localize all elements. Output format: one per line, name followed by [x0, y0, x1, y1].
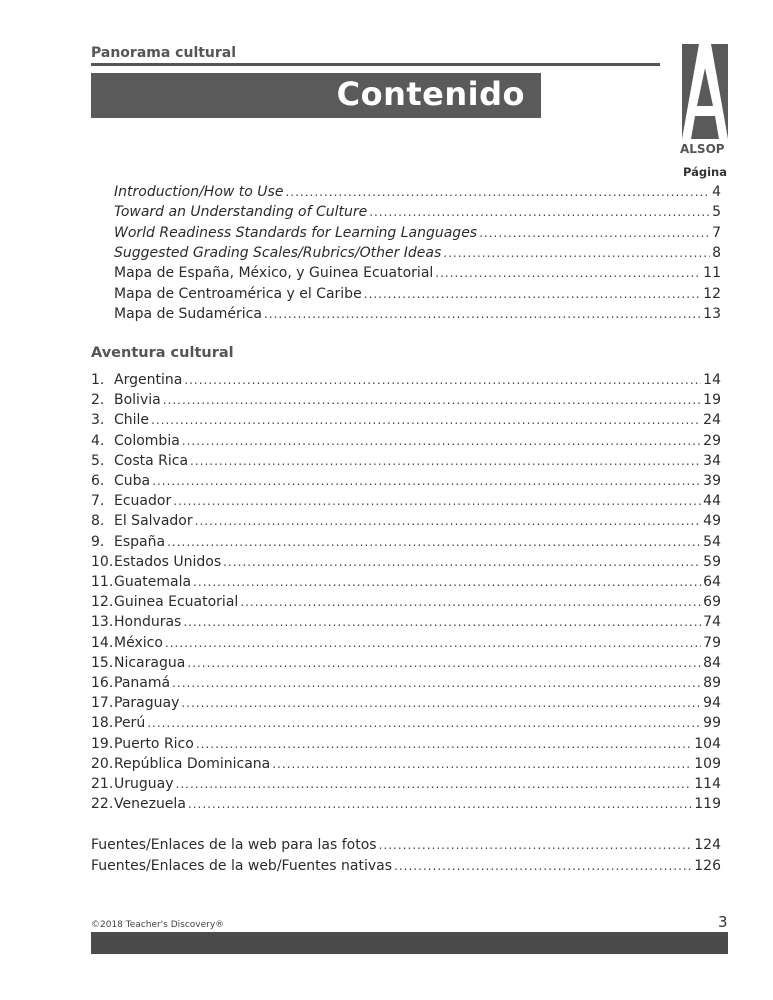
dot-leader [184, 371, 701, 389]
toc-entry-number: 16. [91, 675, 114, 691]
toc-entry-number: 13. [91, 614, 114, 631]
toc-entry-label [91, 432, 180, 450]
toc-entry-page: 99 [703, 715, 721, 732]
toc-entry-label [114, 285, 362, 303]
toc-entry [91, 857, 721, 875]
toc-entry [91, 694, 721, 712]
toc-entry-title: Guatemala [114, 574, 192, 590]
toc-entry-number: 19. [91, 735, 114, 752]
dot-leader [272, 755, 692, 773]
toc-entry-title: Costa Rica [114, 452, 189, 469]
toc-entry-number: 3. [91, 412, 105, 429]
dot-leader [167, 533, 701, 551]
toc-entry-page: 7 [712, 224, 721, 241]
dot-leader [285, 183, 710, 201]
toc-entry-title: Puerto Rico [114, 735, 194, 752]
toc-entry-number: 8. [91, 513, 105, 530]
toc-entry-page: 24 [703, 412, 721, 429]
footer-bar [91, 932, 728, 954]
dot-leader [195, 512, 702, 530]
toc-entry-title: El Salvador [114, 513, 193, 530]
dot-leader [187, 654, 701, 672]
toc-entry-title: Perú [114, 715, 146, 732]
toc-entry-label [91, 857, 392, 875]
toc-entry [114, 203, 721, 221]
dot-leader [176, 775, 693, 793]
toc-entry [91, 512, 721, 530]
toc-entry-title: Uruguay [114, 776, 174, 792]
toc-entry-number: 6. [91, 473, 105, 489]
page-column-label: Página [683, 165, 728, 179]
toc-entry-title: Mapa de España, México, y Guinea Ecuatorial [114, 265, 434, 282]
dot-leader [443, 244, 710, 262]
toc-entry-label [91, 593, 238, 611]
toc-entry-label [114, 183, 283, 201]
toc-entry [91, 452, 721, 470]
toc-entry-page: 114 [694, 776, 721, 792]
toc-entry-page: 13 [703, 305, 721, 322]
toc-entry [114, 183, 721, 201]
toc-entry-page: 11 [703, 265, 721, 282]
toc-entry-title: Introduction/How to Use [114, 184, 284, 200]
header-rule [91, 63, 660, 66]
dot-leader [196, 735, 692, 753]
toc-entry [91, 755, 721, 773]
dot-leader [394, 857, 692, 875]
dot-leader [193, 573, 701, 591]
toc-entry [91, 371, 721, 389]
toc-entry-number: 5. [91, 452, 105, 469]
toc-entry [91, 714, 721, 732]
toc-entry-number: 22. [91, 796, 114, 813]
toc-entry-label [114, 224, 477, 242]
toc-entry-page: 39 [703, 473, 721, 489]
toc-entry-page: 126 [694, 857, 721, 874]
toc-entry-page: 4 [712, 184, 721, 200]
toc-entry-page: 84 [703, 654, 721, 671]
toc-entry-page: 109 [694, 755, 721, 772]
toc-entry-page: 124 [694, 837, 721, 853]
toc-entry-title: Mapa de Sudamérica [114, 305, 262, 322]
toc-entry-label [91, 492, 171, 510]
toc-entry-page: 74 [703, 614, 721, 631]
copyright: ©2018 Teacher's Discovery® [91, 920, 225, 930]
toc-entry-title: Bolivia [114, 392, 161, 409]
toc-entry-page: 54 [703, 533, 721, 550]
toc-entry-page: 29 [703, 432, 721, 449]
page-number: 3 [718, 913, 728, 931]
toc-entry-page: 19 [703, 392, 721, 409]
dot-leader [183, 613, 701, 631]
toc-entry-title: Panamá [114, 675, 171, 691]
dot-leader [264, 305, 701, 323]
dot-leader [147, 714, 701, 732]
toc-entry-page: 119 [694, 796, 721, 813]
toc-entry [91, 472, 721, 490]
toc-entry-title: Mapa de Centroamérica y el Caribe [114, 285, 362, 302]
dot-leader [151, 411, 701, 429]
toc-entry-page: 69 [703, 594, 721, 611]
toc-entry [114, 285, 721, 303]
toc-entry-number: 10. [91, 553, 114, 570]
toc-entry-title: Guinea Ecuatorial [114, 594, 239, 611]
dot-leader [163, 391, 701, 409]
toc-entry [91, 391, 721, 409]
dot-leader [479, 224, 710, 242]
section-title: Aventura cultural [91, 345, 234, 361]
toc-entry-label [91, 452, 188, 470]
toc-entry-number: 2. [91, 392, 105, 409]
toc-entry [91, 432, 721, 450]
toc-entry-label [91, 735, 194, 753]
toc-entry [91, 634, 721, 652]
toc-entry [91, 533, 721, 551]
toc-entry-title: República Dominicana [114, 755, 271, 772]
toc-entry-number: 1. [91, 372, 105, 388]
toc-entry-number: 7. [91, 493, 105, 510]
toc-entry-label [91, 512, 193, 530]
toc-entry-title: México [114, 634, 163, 651]
toc-entry-label [91, 674, 170, 692]
toc-entry-title: Chile [114, 412, 150, 429]
toc-entry-label [114, 264, 433, 282]
toc-entry-number: 20. [91, 755, 114, 772]
dot-leader [188, 795, 692, 813]
toc-entry [114, 305, 721, 323]
toc-entry-page: 5 [712, 204, 721, 221]
toc-entry-page: 89 [703, 675, 721, 691]
toc-entry-title: Suggested Grading Scales/Rubrics/Other Ideas [114, 244, 442, 261]
toc-entry [91, 735, 721, 753]
toc-entry-label [114, 244, 441, 262]
toc-entry-number: 4. [91, 432, 105, 449]
page-title: Contenido [336, 75, 525, 113]
toc-entry-label [114, 305, 262, 323]
toc-entry [91, 674, 721, 692]
toc-entry-title: Toward an Understanding of Culture [114, 204, 368, 221]
toc-entry-number: 11. [91, 574, 114, 590]
toc-entry-title: World Readiness Standards for Learning Languages [114, 224, 478, 241]
toc-entry-number: 14. [91, 634, 114, 651]
toc-entry-label [91, 654, 185, 672]
toc-entry [114, 244, 721, 262]
toc-entry [91, 654, 721, 672]
toc-entry-page: 64 [703, 574, 721, 590]
toc-entry [91, 613, 721, 631]
toc-entry-title: Cuba [114, 473, 151, 489]
toc-entry-label [91, 836, 377, 854]
toc-entry-page: 14 [703, 372, 721, 388]
toc-entry-title: Fuentes/Enlaces de la web para las fotos [91, 837, 377, 853]
toc-entry-page: 49 [703, 513, 721, 530]
dot-leader [181, 694, 701, 712]
toc-entry-label [91, 472, 150, 490]
logo-name: ALSOP [680, 142, 725, 156]
toc-entry-number: 21. [91, 776, 114, 792]
toc-entry [91, 492, 721, 510]
toc-entry [91, 593, 721, 611]
toc-entry-page: 59 [703, 553, 721, 570]
toc-entry [91, 795, 721, 813]
toc-entry-label [91, 533, 165, 551]
toc-entry-label [91, 371, 182, 389]
toc-entry-label [114, 203, 367, 221]
toc-entry-title: Honduras [114, 614, 182, 631]
toc-entry-title: Argentina [114, 372, 183, 388]
toc-entry-label [91, 694, 179, 712]
toc-entry-label [91, 553, 221, 571]
dot-leader [369, 203, 710, 221]
toc-entry-label [91, 755, 270, 773]
toc-entry-label [91, 391, 161, 409]
dot-leader [165, 634, 701, 652]
dot-leader [152, 472, 701, 490]
toc-entry-label [91, 613, 181, 631]
toc-entry [91, 573, 721, 591]
dot-leader [190, 452, 701, 470]
dot-leader [240, 593, 701, 611]
dot-leader [379, 836, 693, 854]
toc-entry-page: 34 [703, 452, 721, 469]
toc-entry-title: Venezuela [114, 796, 186, 813]
toc-entry [91, 553, 721, 571]
toc-entry-page: 8 [712, 244, 721, 261]
toc-entry-number: 9. [91, 533, 105, 550]
toc-entry-title: España [114, 533, 166, 550]
toc-entry-title: Ecuador [114, 493, 172, 510]
toc-entry-label [91, 714, 145, 732]
toc-entry-label [91, 775, 174, 793]
toc-entry [91, 836, 721, 854]
dot-leader [172, 674, 701, 692]
toc-entry-label [91, 795, 186, 813]
toc-entry-title: Paraguay [114, 695, 180, 712]
dot-leader [435, 264, 701, 282]
toc-entry-title: Nicaragua [114, 654, 186, 671]
toc-entry [91, 411, 721, 429]
dot-leader [173, 492, 701, 510]
dot-leader [364, 285, 701, 303]
title-banner [91, 73, 541, 118]
toc-entry-number: 17. [91, 695, 114, 712]
toc-entry-page: 79 [703, 634, 721, 651]
running-header: Panorama cultural [91, 45, 237, 61]
toc-entry [114, 224, 721, 242]
toc-entry-number: 18. [91, 715, 114, 732]
toc-entry-title: Fuentes/Enlaces de la web/Fuentes nativas [91, 857, 393, 874]
toc-entry-page: 104 [694, 735, 721, 752]
toc-entry-number: 15. [91, 654, 114, 671]
dot-leader [223, 553, 701, 571]
toc-entry [91, 775, 721, 793]
toc-entry [114, 264, 721, 282]
toc-entry-page: 94 [703, 695, 721, 712]
toc-entry-title: Colombia [114, 432, 180, 449]
dot-leader [182, 432, 701, 450]
toc-entry-label [91, 573, 191, 591]
toc-entry-title: Estados Unidos [114, 553, 222, 570]
toc-entry-page: 12 [703, 285, 721, 302]
alsop-logo-icon [682, 44, 728, 139]
toc-entry-label [91, 411, 149, 429]
toc-entry-page: 44 [703, 493, 721, 510]
toc-entry-number: 12. [91, 594, 114, 611]
toc-entry-label [91, 634, 163, 652]
